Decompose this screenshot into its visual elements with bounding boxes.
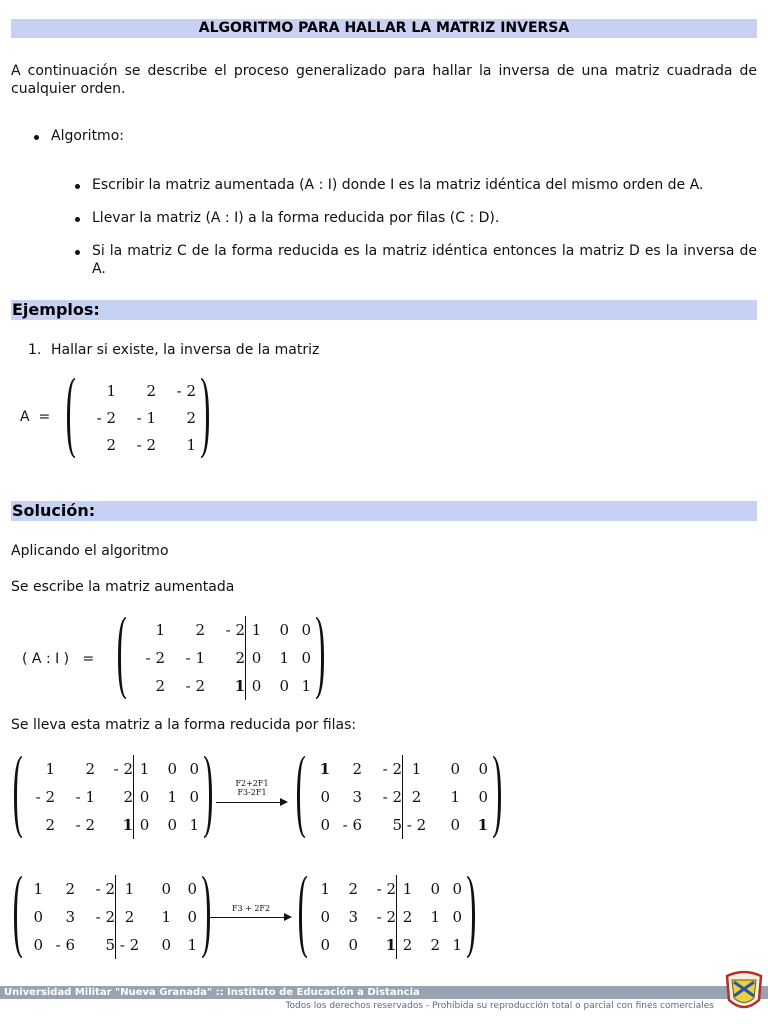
example-number: 1. <box>28 342 42 358</box>
footer-institution-bar <box>0 986 768 999</box>
algorithm-step-3: Si la matriz C de la forma reducida es la matriz idéntica entonces la matriz D es la inversa de A. <box>92 243 757 277</box>
row-operation-label: F3 + 2F2 <box>231 904 271 913</box>
matrix-cell: 0 <box>133 811 155 839</box>
matrix-cell: - 2 <box>382 760 402 778</box>
matrix-cell: - 2 <box>136 436 156 455</box>
matrix-cell: 3 <box>65 908 75 926</box>
matrix-cell: 2 <box>85 760 95 778</box>
matrix-cell: 2 <box>123 788 133 806</box>
solution-line-3: Se lleva esta matriz a la forma reducida por filas: <box>11 717 357 733</box>
matrix-cell: 1 <box>430 908 440 926</box>
matrix-cell: 1 <box>245 616 267 644</box>
matrix-cell: 2 <box>396 931 418 959</box>
solution-heading: Solución: <box>11 501 757 521</box>
examples-heading: Ejemplos: <box>11 300 757 320</box>
matrix-cell: 5 <box>392 816 402 834</box>
matrix-cell: 1 <box>33 880 43 898</box>
matrix-cell: - 2 <box>176 381 196 400</box>
left-paren <box>296 755 306 839</box>
bullet-icon <box>34 135 39 140</box>
matrix-cell: 0 <box>167 760 177 778</box>
matrix-cell: 0 <box>450 816 460 834</box>
matrix-cell: 0 <box>320 816 330 834</box>
matrix-cell: 0 <box>478 788 488 806</box>
matrix-cell: 0 <box>452 880 462 898</box>
matrix-cell: 0 <box>452 908 462 926</box>
matrix-cell: 0 <box>478 760 488 778</box>
matrix-cell: 1 <box>155 621 165 639</box>
matrix-cell: 2 <box>65 880 75 898</box>
row-operation-label: F2+2F1 <box>235 779 269 788</box>
step1-left-matrix <box>13 755 213 839</box>
matrix-cell: 1 <box>234 677 245 695</box>
matrix-cell: 0 <box>301 621 311 639</box>
matrix-cell: 2 <box>106 436 116 455</box>
matrix-cell: - 6 <box>55 936 75 954</box>
matrix-cell: 0 <box>245 644 267 672</box>
matrix-cell: 2 <box>115 903 143 931</box>
matrix-cell: - 2 <box>95 908 115 926</box>
step1-right-matrix <box>296 755 502 839</box>
matrix-cell: - 2 <box>35 788 55 806</box>
matrix-cell: 0 <box>320 788 330 806</box>
matrix-cell: 0 <box>450 760 460 778</box>
left-paren <box>13 755 23 839</box>
algorithm-step-2: Llevar la matriz (A : I) a la forma reducida por filas (C : D). <box>92 210 500 226</box>
matrix-cell: 1 <box>189 816 199 834</box>
matrix-cell: 1 <box>450 788 460 806</box>
right-paren <box>200 377 210 459</box>
matrix-cell: - 2 <box>376 908 396 926</box>
matrix-cell: - 2 <box>376 880 396 898</box>
matrix-cell: 0 <box>133 783 155 811</box>
matrix-cell: 0 <box>187 908 197 926</box>
footer-institution: Universidad Militar "Nueva Granada" :: Instituto de Educación a Distancia <box>4 987 420 998</box>
step2-left-matrix <box>13 875 211 959</box>
row-operation-label: F3-2F1 <box>237 788 267 797</box>
augmented-label: ( A : I ) = <box>22 651 95 667</box>
matrix-cell: 1 <box>122 816 133 834</box>
left-paren <box>13 875 23 959</box>
matrix-cell: 1 <box>186 436 196 455</box>
right-paren <box>203 755 213 839</box>
matrix-cell: 3 <box>352 788 362 806</box>
matrix-cell: - 2 <box>145 649 165 667</box>
matrix-cell: 2 <box>430 936 440 954</box>
matrix-cell: 2 <box>155 677 165 695</box>
intro-paragraph: A continuación se describe el proceso generalizado para hallar la inversa de una matriz cuadrada de cualquier orden. <box>11 63 757 97</box>
matrix-cell: 0 <box>320 936 330 954</box>
matrix-cell: 1 <box>187 936 197 954</box>
matrix-cell: 3 <box>348 908 358 926</box>
matrix-cell: - 1 <box>136 408 156 427</box>
matrix-cell: 0 <box>279 621 289 639</box>
matrix-cell: 1 <box>477 816 488 834</box>
matrix-cell: - 2 <box>95 880 115 898</box>
matrix-cell: 2 <box>348 880 358 898</box>
matrix-cell: 0 <box>430 880 440 898</box>
algorithm-label: Algoritmo: <box>51 128 124 144</box>
matrix-cell: - 6 <box>342 816 362 834</box>
matrix-cell: - 2 <box>382 788 402 806</box>
matrix-cell: 0 <box>189 788 199 806</box>
augmented-matrix <box>117 616 325 700</box>
page-title: ALGORITMO PARA HALLAR LA MATRIZ INVERSA <box>11 19 757 38</box>
matrix-cell: 1 <box>45 760 55 778</box>
matrix-cell: - 2 <box>113 760 133 778</box>
matrix-cell: 0 <box>161 880 171 898</box>
solution-line-1: Aplicando el algoritmo <box>11 543 169 559</box>
algorithm-step-1: Escribir la matriz aumentada (A : I) donde I es la matriz idéntica del mismo orden de A. <box>92 177 704 193</box>
right-paren <box>492 755 502 839</box>
bullet-icon <box>75 250 80 255</box>
matrix-cell: - 1 <box>185 649 205 667</box>
matrix-cell: 2 <box>146 381 156 400</box>
matrix-cell: 1 <box>161 908 171 926</box>
matrix-cell: 2 <box>195 621 205 639</box>
matrix-cell: 1 <box>301 677 311 695</box>
arrow-right-icon <box>284 913 292 921</box>
matrix-cell: 1 <box>133 755 155 783</box>
left-paren <box>117 616 127 700</box>
matrix-cell: 0 <box>245 672 267 700</box>
matrix-cell: - 2 <box>225 621 245 639</box>
matrix-cell: 0 <box>161 936 171 954</box>
matrix-cell: 1 <box>320 880 330 898</box>
left-paren <box>298 875 308 959</box>
solution-line-2: Se escribe la matriz aumentada <box>11 579 235 595</box>
matrix-cell: 0 <box>301 649 311 667</box>
row-operation-arrow-2 <box>210 904 292 924</box>
matrix-cell: 0 <box>33 908 43 926</box>
matrix-cell: 1 <box>106 381 116 400</box>
matrix-cell: 0 <box>279 677 289 695</box>
bullet-icon <box>75 217 80 222</box>
matrix-cell: 1 <box>167 788 177 806</box>
matrix-cell: 1 <box>319 760 330 778</box>
matrix-cell: 0 <box>189 760 199 778</box>
matrix-cell: 1 <box>396 875 418 903</box>
matrix-cell: 0 <box>348 936 358 954</box>
matrix-cell: 1 <box>402 755 430 783</box>
matrix-cell: 1 <box>115 875 143 903</box>
matrix-cell: 0 <box>33 936 43 954</box>
matrix-cell: - 1 <box>75 788 95 806</box>
matrix-cell: - 2 <box>402 811 430 839</box>
matrix-cell: 2 <box>186 408 196 427</box>
right-paren <box>466 875 476 959</box>
footer-rights-bar <box>0 999 768 1013</box>
matrix-cell: - 2 <box>115 931 143 959</box>
row-operation-arrow-1 <box>216 779 288 809</box>
matrix-cell: 1 <box>279 649 289 667</box>
example-text: Hallar si existe, la inversa de la matriz <box>51 342 320 358</box>
matrix-cell: 0 <box>187 880 197 898</box>
left-paren <box>66 377 76 459</box>
matrix-cell: 2 <box>235 649 245 667</box>
matrix-cell: 2 <box>45 816 55 834</box>
step2-right-matrix <box>298 875 476 959</box>
matrix-cell: 2 <box>402 783 430 811</box>
bullet-icon <box>75 184 80 189</box>
matrix-cell: 5 <box>105 936 115 954</box>
matrix-cell: 0 <box>320 908 330 926</box>
matrix-cell: - 2 <box>96 408 116 427</box>
matrix-cell: - 2 <box>75 816 95 834</box>
matrix-cell: 1 <box>452 936 462 954</box>
matrix-a-label: A = <box>20 409 51 425</box>
matrix-a <box>66 377 210 459</box>
matrix-cell: 0 <box>167 816 177 834</box>
matrix-cell: - 2 <box>185 677 205 695</box>
arrow-right-icon <box>280 798 288 806</box>
matrix-cell: 1 <box>385 936 396 954</box>
matrix-cell: 2 <box>352 760 362 778</box>
matrix-cell: 2 <box>396 903 418 931</box>
footer-rights: Todos los derechos reservados - Prohibida su reproducción total o parcial con fines comerciales <box>285 1001 714 1011</box>
university-crest-icon <box>724 970 764 1012</box>
right-paren <box>315 616 325 700</box>
